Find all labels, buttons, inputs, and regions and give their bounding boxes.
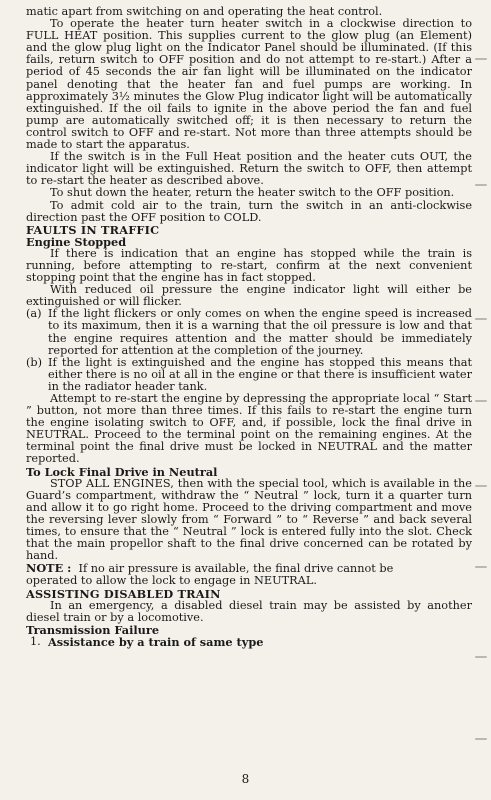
paragraph-shut-down: To shut down the heater, return the heater switch to the OFF position. [50,186,455,200]
numbered-text: Assistance by a train of same type [48,634,264,649]
heading-lock-final-drive: To Lock Final Drive in Neutral [26,464,218,479]
paragraph-operate-heater: To operate the heater turn heater switch in a clockwise direction to FULL HEAT position. This supplies current to the glow plug (an Element) and the glow plug light on the Indicator Panel should be illuminated. (If this fails, return switch to OFF position and do not attempt to re-start.) After a period of 45 seconds the air fan light will be illuminated on the indicator panel denoting that the heater fan and fuel pumps are working. In approximately 3½ minutes the Glow Plug indicator light will be automatically extinguished. If the oil fails to ignite in the above period the fan and fuel pump are automatically switched off; it is then necessary to return the control switch to OFF and re-start. Not more than three attempts should be made to start the apparatus. [26,17,472,152]
margin-mark [475,656,487,658]
paragraph-heater-cuts-out: If the switch is in the Full Heat position and the heater cuts OUT, the indicator light will be extinguished. Return the switch to OFF, then attempt to re-start the heater as described above. [26,150,472,188]
margin-mark [475,485,487,487]
numbered-marker: 1. [30,634,41,648]
margin-mark [475,738,487,740]
heading-engine-stopped: Engine Stopped [26,234,127,249]
margin-mark [475,566,487,568]
note-continuation: operated to allow the lock to engage in NEUTRAL. [26,574,317,588]
paragraph-cold-air: To admit cold air to the train, turn the switch in an anti-clockwise direction past the OFF position to COLD. [26,198,472,224]
note-text: If no air pressure is available, the final drive cannot be [78,562,394,576]
paragraph-restart-engine: Attempt to re-start the engine by depressing the appropriate local “ Start ” button, not more than three times. If this fails to re-start the engine turn the engine isolating switch to OFF, and, if possible, lock the final drive in NEUTRAL. Proceed to the terminal point on the remaining engines. At the terminal point the final drive must be locked in NEUTRAL and the matter reported. [26,392,472,466]
paragraph-stop-all-engines: STOP ALL ENGINES, then with the special tool, which is available in the Guard’s compartment, withdraw the “ Neutral ” lock, turn it a quarter turn and allow it to go right home. Proceed to the driving compartment and move the reversing lever slowly from “ Forward ” to “ Reverse ” and back several times, to ensure that the “ Neutral ” lock is entered fully into the slot. Check that the main propellor shaft to the final drive concerned can be rotated by hand. [26,476,472,563]
document-page [26,6,472,648]
paragraph-engine-stopped: If there is indication that an engine has stopped while the train is running, before attempting to re-start, confirm at the next convenient stopping point that the engine has in fact stopped. [26,246,472,285]
list-marker: (b) [26,355,43,369]
heading-assisting-disabled-train: ASSISTING DISABLED TRAIN [26,586,221,601]
note-label: NOTE : [26,561,72,576]
heading-transmission-failure: Transmission Failure [26,622,160,637]
list-text: If the light flickers or only comes on when the engine speed is increased to its maximum, then it is a warning that the oil pressure is low and that the engine requires attention and the matter should be immediately reported for attention at the completion of the journey. [48,307,472,357]
page-number: 8 [241,772,250,786]
list-text: If the light is extinguished and the engine has stopped this means that either there is no oil at all in the engine or that there is insufficient water in the radiator header tank. [48,355,472,393]
paragraph-emergency: In an emergency, a disabled diesel train may be assisted by another diesel train or by a locomotive. [26,598,472,624]
numbered-item [30,636,472,648]
list-item [26,357,472,393]
margin-mark [475,318,487,320]
paragraph-heat-control: matic apart from switching on and operating the heat control. [26,5,383,18]
margin-mark [475,58,487,60]
margin-mark [475,184,487,186]
margin-mark [475,400,487,402]
list-marker: (a) [26,307,42,321]
list-item [26,308,472,356]
paragraph-oil-pressure: With reduced oil pressure the engine indicator light will either be extinguished or will flicker. [26,283,472,309]
heading-faults-in-traffic: FAULTS IN TRAFFIC [26,222,160,237]
